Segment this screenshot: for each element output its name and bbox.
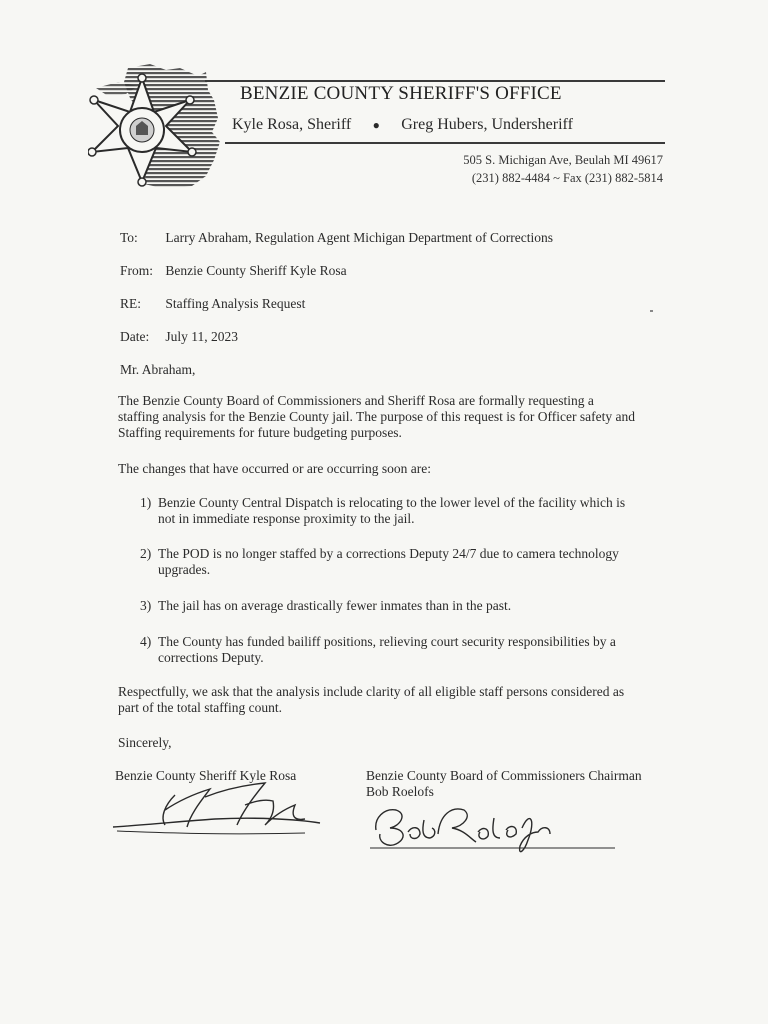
right-signatory-title: Benzie County Board of Commissioners Chairman xyxy=(366,768,642,783)
sheriff-signature xyxy=(105,775,325,845)
left-signatory-name: Benzie County Sheriff Kyle Rosa xyxy=(115,768,297,783)
memo-date-row xyxy=(120,329,238,345)
letterhead-bottom-rule xyxy=(225,142,665,144)
office-name: BENZIE COUNTY SHERIFF'S OFFICE xyxy=(240,83,562,104)
list-text: The jail has on average drastically fewer inmates than in the past. xyxy=(158,598,512,613)
date-value: July 11, 2023 xyxy=(165,329,239,344)
list-item xyxy=(140,634,640,666)
body-paragraph-request: The Benzie County Board of Commissioners and Sheriff Rosa are formally requesting a staffing analysis for the Benzie County jail. The purpose of this request is for Officer safety and Staffing requirements for future budgeting purposes. xyxy=(118,393,635,440)
date-label: Date: xyxy=(120,329,150,344)
list-item xyxy=(140,546,640,578)
undersheriff-name: Greg Hubers, Undersheriff xyxy=(401,116,573,133)
to-value: Larry Abraham, Regulation Agent Michigan Department of Corrections xyxy=(165,230,554,245)
list-text: Benzie County Central Dispatch is relocating to the lower level of the facility which is not in immediate response proximity to the jail. xyxy=(158,495,626,526)
memo-re-row xyxy=(120,296,305,312)
to-label: To: xyxy=(120,230,138,245)
office-address-block xyxy=(463,151,663,187)
list-item xyxy=(140,495,640,527)
officials-line xyxy=(232,116,573,134)
list-number: 2) xyxy=(140,546,152,561)
sheriff-name: Kyle Rosa, Sheriff xyxy=(232,116,352,133)
scan-speck xyxy=(650,310,653,312)
right-signatory-name: Bob Roelofs xyxy=(366,784,434,799)
list-number: 4) xyxy=(140,634,152,649)
salutation: Mr. Abraham, xyxy=(120,362,196,377)
re-value: Staffing Analysis Request xyxy=(165,296,306,311)
body-paragraph-changes-intro: The changes that have occurred or are occurring soon are: xyxy=(118,461,431,476)
phone-fax: (231) 882-4484 ~ Fax (231) 882-5814 xyxy=(471,171,663,185)
from-label: From: xyxy=(120,263,154,278)
bullet-separator: ● xyxy=(372,118,380,132)
list-number: 1) xyxy=(140,495,152,510)
list-item xyxy=(140,598,640,614)
memo-from-row xyxy=(120,263,347,279)
chairman-signature xyxy=(360,790,620,860)
body-paragraph-closing-request: Respectfully, we ask that the analysis include clarity of all eligible staff persons considered as part of the total staffing count. xyxy=(118,684,625,715)
letterhead-top-rule xyxy=(205,80,665,82)
memo-to-row xyxy=(120,230,553,246)
list-number: 3) xyxy=(140,598,152,613)
street-address: 505 S. Michigan Ave, Beulah MI 49617 xyxy=(463,153,663,167)
list-text: The POD is no longer staffed by a corrections Deputy 24/7 due to camera technology upgrades. xyxy=(158,546,619,577)
re-label: RE: xyxy=(120,296,142,311)
from-value: Benzie County Sheriff Kyle Rosa xyxy=(165,263,347,278)
list-text: The County has funded bailiff positions, relieving court security responsibilities by a corrections Deputy. xyxy=(158,634,616,665)
closing: Sincerely, xyxy=(118,735,172,750)
